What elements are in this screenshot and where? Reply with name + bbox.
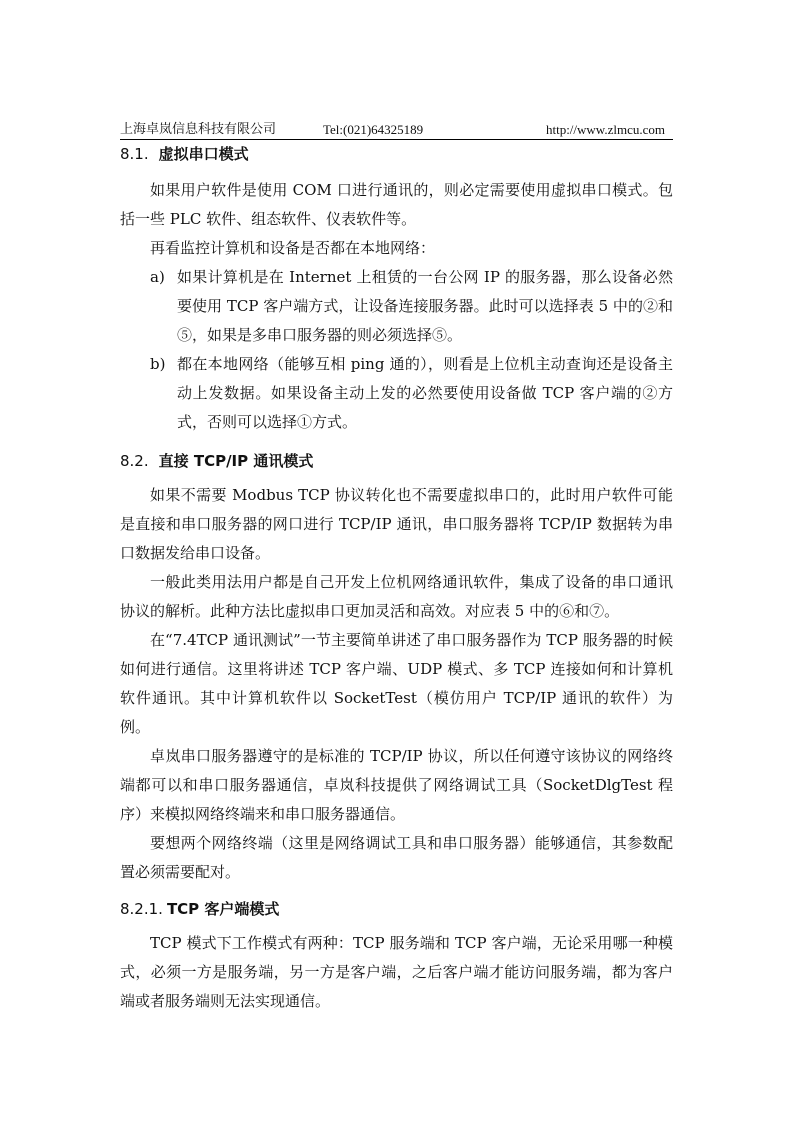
page-header [120,121,673,140]
section-title: 直接 TCP/IP 通讯模式 [158,452,314,470]
section-heading-8-2 [120,449,673,473]
list-item-text: 都在本地网络（能够互相 ping 通的），则看是上位机主动查询还是设备主动上发数据。如果设备主动上发的必然要使用设备做 TCP 客户端的②方式，否则可以选择①方式。 [177,355,673,431]
list-item [120,350,673,437]
header-company: 上海卓岚信息科技有限公司 [120,122,277,137]
paragraph: 卓岚串口服务器遵守的是标准的 TCP/IP 协议，所以任何遵守该协议的网络终端都可以和串口服务器通信，卓岚科技提供了网络调试工具（SocketDlgTest 程序）来模拟网络终端来和串口服务器通信。 [120,747,673,823]
document-body [120,140,673,1016]
list-marker: b) [150,355,166,373]
section-title: TCP 客户端模式 [166,900,280,918]
list-item-text: 如果计算机是在 Internet 上租赁的一台公网 IP 的服务器，那么设备必然要使用 TCP 客户端方式，让设备连接服务器。此时可以选择表 5 中的②和⑤，如果是多串口服务器的则必须选择⑤。 [177,268,673,344]
section-title: 虚拟串口模式 [158,145,249,163]
list-marker: a) [150,268,165,286]
section-number: 8.2. [120,452,149,470]
section-heading-8-2-1 [120,897,673,921]
paragraph: TCP 模式下工作模式有两种：TCP 服务端和 TCP 客户端，无论采用哪一种模式，必须一方是服务端，另一方是客户端，之后客户端才能访问服务端，都为客户端或者服务端则无法实现通信。 [120,934,673,1010]
paragraph: 在“7.4TCP 通讯测试”一节主要简单讲述了串口服务器作为 TCP 服务器的时候如何进行通信。这里将讲述 TCP 客户端、UDP 模式、多 TCP 连接如何和计算机软件通讯。其中计算机软件以 SocketTest（模仿用户 TCP/IP 通讯的软件）为例。 [120,631,673,736]
paragraph: 如果不需要 Modbus TCP 协议转化也不需要虚拟串口的，此时用户软件可能是直接和串口服务器的网口进行 TCP/IP 通讯，串口服务器将 TCP/IP 数据转为串口数据发给串口设备。 [120,486,673,562]
paragraph: 一般此类用法用户都是自己开发上位机网络通讯软件，集成了设备的串口通讯协议的解析。此种方法比虚拟串口更加灵活和高效。对应表 5 中的⑥和⑦。 [120,573,673,620]
header-tel: Tel:(021)64325189 [323,122,424,137]
paragraph: 要想两个网络终端（这里是网络调试工具和串口服务器）能够通信，其参数配置必须需要配对。 [120,834,673,881]
paragraph: 如果用户软件是使用 COM 口进行通讯的，则必定需要使用虚拟串口模式。包括一些 PLC 软件、组态软件、仪表软件等。 [120,181,673,228]
section-number: 8.2.1. [120,900,163,918]
paragraph: 再看监控计算机和设备是否都在本地网络： [150,239,436,257]
list-item [120,263,673,350]
section-number: 8.1. [120,145,149,163]
section-heading-8-1 [120,142,673,166]
header-url: http://www.zlmcu.com [545,122,665,137]
